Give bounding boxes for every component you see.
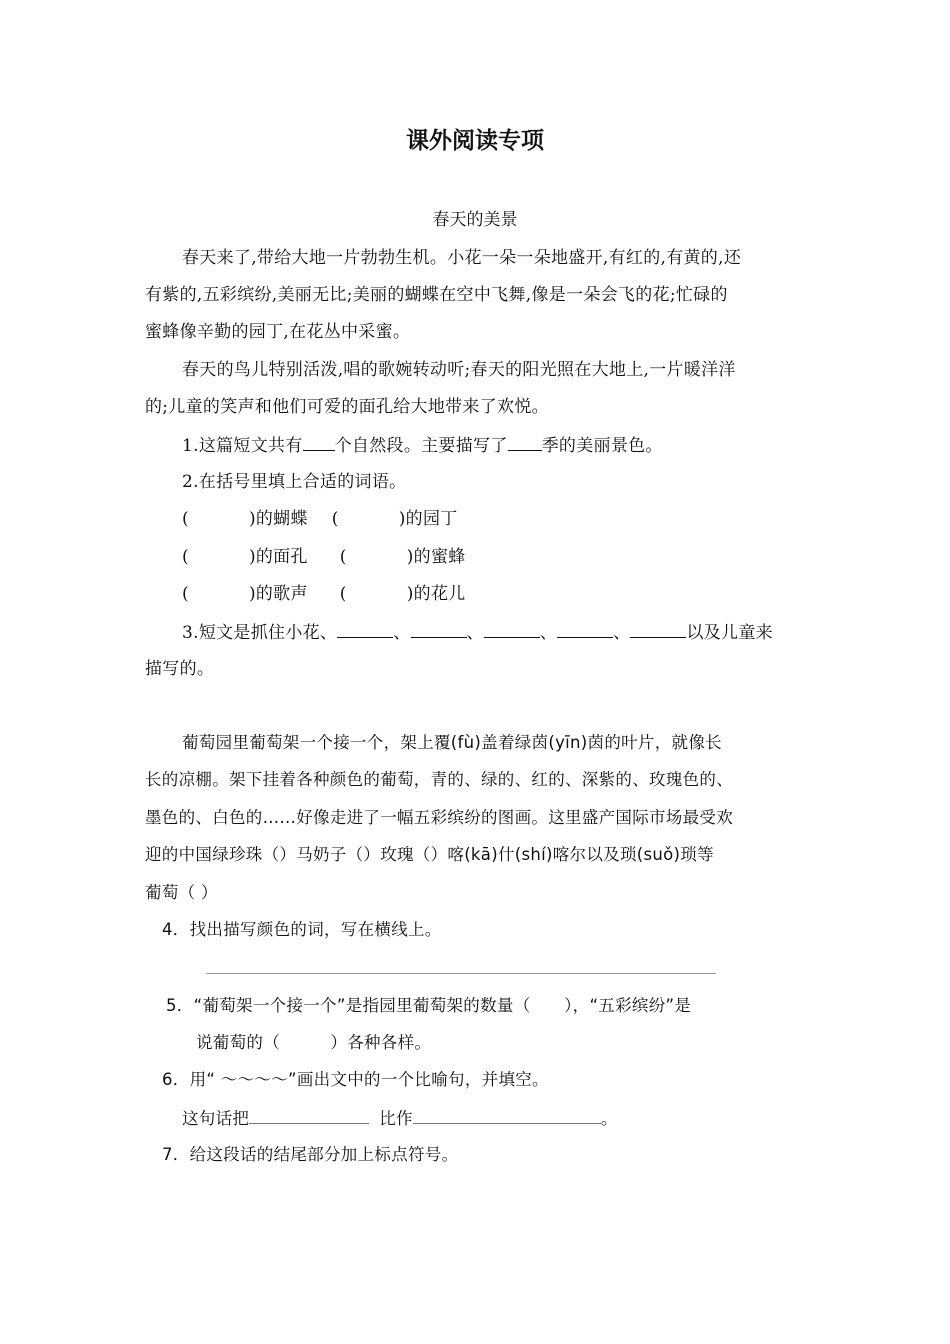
answer-blank[interactable] <box>630 620 686 638</box>
passage-line: 有紫的,五彩缤纷,美丽无比;美丽的蝴蝶在空中飞舞,像是一朵会飞的花;忙碌的 <box>145 285 728 305</box>
answer-blank[interactable] <box>249 1106 369 1124</box>
passage-line: 春天来了,带给大地一片勃勃生机。小花一朵一朵地盛开,有红的,有黄的,还 <box>182 248 742 268</box>
answer-blank[interactable] <box>557 620 613 638</box>
passage-line: 葡萄园里葡萄架一个接一个，架上覆(fù)盖着绿茵(yīn)茵的叶片，就像长 <box>182 733 722 752</box>
answer-blank[interactable] <box>413 1106 601 1124</box>
fill-row: ( )的面孔 ( )的蜜蜂 <box>182 547 466 567</box>
question-text: 季的美丽景色。 <box>541 436 663 456</box>
question-2: 2.在括号里填上合适的词语。 <box>182 472 407 492</box>
question-5-continued: 说葡萄的（ ）各种各样。 <box>196 1033 432 1052</box>
passage-line: 迎的中国绿珍珠（）马奶子（）玫瑰（）喀(kā)什(shí)喀尔以及琐(suǒ)琐等 <box>145 845 714 864</box>
fill-row: ( )的歌声 ( )的花儿 <box>182 584 466 604</box>
question-4: 4．找出描写颜色的词，写在横线上。 <box>162 920 442 939</box>
answer-blank[interactable] <box>484 620 540 638</box>
passage-line: 的;儿童的笑声和他们可爱的面孔给大地带来了欢悦。 <box>145 397 549 417</box>
passage-line: 葡萄（ ） <box>145 883 218 902</box>
answer-line[interactable] <box>206 973 716 974</box>
page-title: 课外阅读专项 <box>406 128 544 154</box>
fill-row: ( )的蝴蝶 ( )的园丁 <box>182 509 458 529</box>
passage-line: 墨色的、白色的……好像走进了一幅五彩缤纷的图画。这里盛产国际市场最受欢 <box>145 808 733 827</box>
question-text: 1.这篇短文共有 <box>182 436 303 456</box>
answer-blank[interactable] <box>337 620 393 638</box>
passage-line: 春天的鸟儿特别活泼,唱的歌婉转动听;春天的阳光照在大地上,一片暖洋洋 <box>182 360 736 380</box>
passage-line: 蜜蜂像辛勤的园丁,在花丛中采蜜。 <box>145 322 411 342</box>
question-6-fill: 这句话把 比作 。 <box>182 1106 618 1131</box>
passage-title: 春天的美景 <box>432 210 518 230</box>
passage-line: 长的凉棚。架下挂着各种颜色的葡萄，青的、绿的、红的、深紫的、玫瑰色的、 <box>145 770 733 789</box>
question-3: 3.短文是抓住小花、 、 、 、 、 以及儿童来 <box>182 620 773 645</box>
question-5: 5．“葡萄架一个接一个”是指园里葡萄架的数量（ ），“五彩缤纷”是 <box>166 996 692 1015</box>
answer-blank[interactable] <box>508 433 542 451</box>
question-6: 6．用“ ～～～～”画出文中的一个比喻句，并填空。 <box>162 1070 549 1089</box>
answer-blank[interactable] <box>303 433 335 451</box>
question-7: 7．给这段话的结尾部分加上标点符号。 <box>162 1145 459 1164</box>
question-3-continued: 描写的。 <box>145 659 215 679</box>
question-text: 个自然段。主要描写了 <box>334 436 508 456</box>
question-1 <box>182 433 663 458</box>
answer-blank[interactable] <box>411 620 467 638</box>
